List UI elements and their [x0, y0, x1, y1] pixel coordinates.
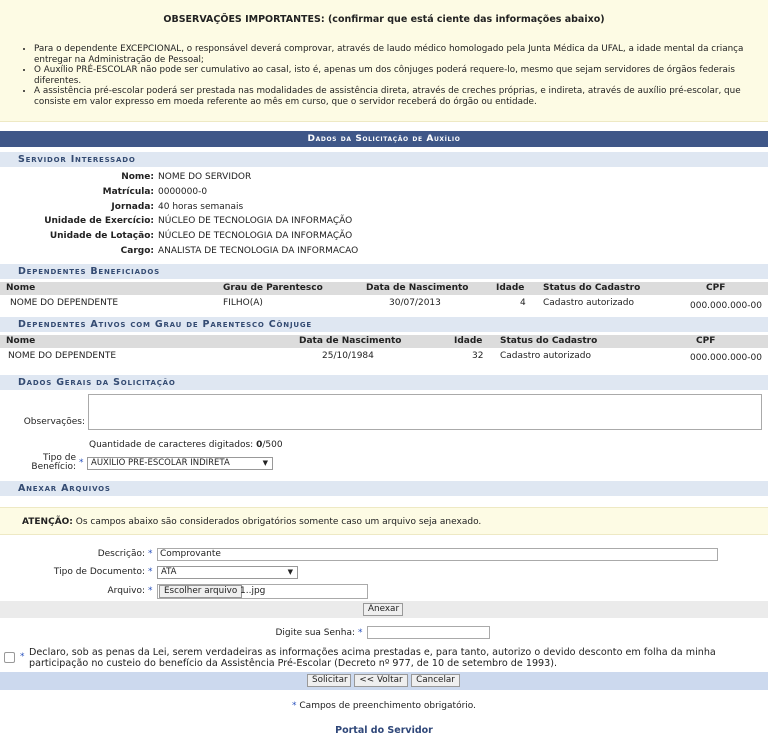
- matricula-label: Matrícula:: [102, 187, 154, 197]
- required-star-icon: *: [358, 628, 363, 638]
- portal-servidor-link[interactable]: Portal do Servidor: [335, 725, 433, 736]
- notice-list: [18, 44, 758, 107]
- arquivo-filename: 1..jpg: [240, 586, 266, 596]
- declaracao-text: Declaro, sob as penas da Lei, serem verdadeiras as informações acima prestadas e, para tanto, autorizo o devido desconto em folha da minha participação no custeio do benefício da Assistência Pré-Escolar (Decreto nº 977, de 10 de setembro de 1993).: [29, 647, 716, 669]
- chevron-down-icon: ▼: [287, 568, 293, 576]
- required-fields-note: [0, 701, 768, 711]
- tipo-documento-label: Tipo de Documento:: [53, 567, 145, 577]
- table-cell: Cadastro autorizado: [543, 298, 635, 308]
- table-cell: Cadastro autorizado: [500, 351, 592, 361]
- char-count-max: /500: [262, 440, 283, 450]
- column-header: CPF: [696, 336, 716, 346]
- table-cell: 000.000.000-00: [690, 353, 762, 363]
- column-header: Grau de Parentesco: [223, 283, 323, 293]
- column-header: Data de Nascimento: [299, 336, 402, 346]
- matricula-value: 0000000-0: [158, 187, 208, 197]
- descricao-label: Descrição:: [97, 549, 145, 559]
- tipo-beneficio-select[interactable]: [87, 457, 273, 470]
- observacoes-textarea[interactable]: [88, 394, 762, 430]
- nome-label: Nome:: [121, 172, 154, 182]
- observacoes-label: Observações:: [23, 417, 85, 427]
- notice-item: • Para o dependente EXCEPCIONAL, o responsável deverá comprovar, através de laudo médico homologado pela Junta Médica da UFAL, a idade mental da criança entregar na Administração de Pessoal;: [34, 44, 758, 65]
- form-caption: Dados da Solicitação de Auxílio: [0, 131, 768, 147]
- table-cell: 000.000.000-00: [690, 301, 762, 311]
- unidade-exercicio-label: Unidade de Exercício:: [44, 216, 154, 226]
- required-star-icon: *: [20, 652, 25, 662]
- dados-gerais-section-header: Dados Gerais da Solicitação: [0, 375, 768, 390]
- column-header: Idade: [496, 283, 525, 293]
- cargo-label: Cargo:: [120, 246, 154, 256]
- char-count: [89, 440, 283, 450]
- jornada-value: 40 horas semanais: [158, 202, 244, 212]
- attention-label: ATENÇÃO:: [22, 517, 73, 527]
- required-star-icon: *: [148, 567, 153, 577]
- table-cell: 4: [520, 298, 526, 308]
- solicitar-button[interactable]: Solicitar: [307, 674, 351, 687]
- senha-input[interactable]: [367, 626, 490, 639]
- attention-text: Os campos abaixo são considerados obrigatórios somente caso um arquivo seja anexado.: [75, 517, 482, 527]
- column-header: Status do Cadastro: [543, 283, 641, 293]
- unidade-exercicio-value: NÚCLEO DE TECNOLOGIA DA INFORMAÇÃO: [158, 216, 353, 226]
- escolher-arquivo-button[interactable]: Escolher arquivo: [159, 585, 242, 598]
- important-notice: [0, 0, 768, 122]
- required-star-icon: *: [148, 586, 153, 596]
- attention-message: [0, 507, 768, 535]
- table-cell: NOME DO DEPENDENTE: [10, 298, 118, 308]
- table-cell: 25/10/1984: [322, 351, 374, 361]
- voltar-button[interactable]: << Voltar: [354, 674, 408, 687]
- required-star-icon: *: [79, 458, 84, 468]
- dependentes-table-header: [0, 282, 768, 295]
- descricao-input[interactable]: Comprovante: [157, 548, 718, 561]
- anexar-button[interactable]: Anexar: [363, 603, 403, 616]
- column-header: Nome: [6, 283, 36, 293]
- column-header: Status do Cadastro: [500, 336, 598, 346]
- notice-title: OBSERVAÇÕES IMPORTANTES: (confirmar que está ciente das informações abaixo): [163, 14, 605, 25]
- servidor-section-header: Servidor Interessado: [0, 152, 768, 167]
- required-star-icon: *: [292, 701, 297, 711]
- tipo-documento-value: ATA: [161, 567, 177, 577]
- cancelar-button[interactable]: Cancelar: [411, 674, 460, 687]
- cargo-value: ANALISTA DE TECNOLOGIA DA INFORMACAO: [158, 246, 359, 256]
- declaracao-checkbox[interactable]: [4, 652, 15, 663]
- nome-value: NOME DO SERVIDOR: [158, 172, 252, 182]
- char-count-value: 0: [256, 440, 263, 450]
- column-header: Data de Nascimento: [366, 283, 469, 293]
- tipo-beneficio-label: [0, 454, 76, 472]
- arquivo-label: Arquivo:: [107, 586, 145, 596]
- required-fields-note-text: Campos de preenchimento obrigatório.: [299, 701, 476, 711]
- dependentes-section-header: Dependentes Beneficiados: [0, 264, 768, 279]
- column-header: Idade: [454, 336, 483, 346]
- column-header: CPF: [706, 283, 726, 293]
- unidade-lotacao-label: Unidade de Lotação:: [49, 231, 154, 241]
- tipo-beneficio-label-line2: Benefício:: [31, 462, 76, 472]
- table-cell: NOME DO DEPENDENTE: [8, 351, 116, 361]
- jornada-label: Jornada:: [111, 202, 154, 212]
- column-header: Nome: [6, 336, 36, 346]
- tipo-beneficio-label-line1: Tipo de: [42, 453, 76, 463]
- table-cell: 32: [472, 351, 484, 361]
- tipo-documento-select[interactable]: [157, 566, 298, 579]
- unidade-lotacao-value: NÚCLEO DE TECNOLOGIA DA INFORMAÇÃO: [158, 231, 353, 241]
- tipo-beneficio-value: AUXILIO PRE-ESCOLAR INDIRETA: [91, 458, 230, 468]
- table-cell: FILHO(A): [223, 298, 263, 308]
- conjuge-table-header: [0, 335, 768, 348]
- notice-item: • A assistência pré-escolar poderá ser prestada nas modalidades de assistência direta, através de creches próprias, e indireta, através de auxílio pré-escolar, que consiste em valor expresso em moeda referente ao mês em curso, que o servidor receberá do órgão ou entidade.: [34, 86, 758, 107]
- chevron-down-icon: ▼: [262, 459, 268, 467]
- senha-label: Digite sua Senha:: [275, 628, 355, 638]
- required-star-icon: *: [148, 549, 153, 559]
- arquivo-file-input[interactable]: [157, 584, 368, 599]
- conjuge-section-header: Dependentes Ativos com Grau de Parentesco Cônjuge: [0, 317, 768, 332]
- table-cell: 30/07/2013: [389, 298, 441, 308]
- notice-item: • O Auxílio PRÉ-ESCOLAR não pode ser cumulativo ao casal, isto é, apenas um dos cônjuges poderá requere-lo, mesmo que sejam servidores de órgãos federais diferentes.: [34, 65, 758, 86]
- table-row: [0, 351, 768, 365]
- char-count-label: Quantidade de caracteres digitados:: [89, 440, 254, 450]
- anexar-section-header: Anexar Arquivos: [0, 481, 768, 496]
- table-row: [0, 298, 768, 312]
